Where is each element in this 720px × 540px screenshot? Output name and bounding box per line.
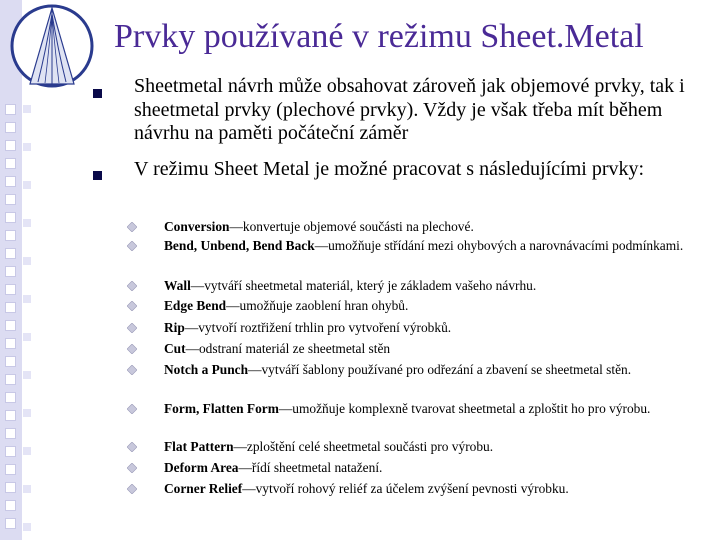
feature-list-item	[164, 459, 714, 477]
bullet-diamond-icon	[127, 365, 137, 375]
feature-description: —vytvoří roztřižení trhlin pro vytvoření výrobků.	[184, 320, 452, 335]
decor-square	[5, 356, 16, 367]
feature-list-item	[164, 400, 714, 418]
decor-square	[23, 257, 31, 265]
bullet-diamond-icon	[127, 404, 137, 414]
decor-square	[23, 143, 31, 151]
bullet-square-icon	[93, 171, 102, 180]
decor-square	[5, 500, 16, 511]
decor-square	[23, 295, 31, 303]
feature-term: Form, Flatten Form	[164, 401, 279, 416]
feature-list-item	[164, 361, 714, 379]
decor-square	[5, 446, 16, 457]
decor-square	[23, 409, 31, 417]
feature-list-item	[164, 480, 714, 498]
paragraph-features-intro: V režimu Sheet Metal je možné pracovat s následujícími prvky:	[134, 158, 645, 180]
decor-square	[23, 371, 31, 379]
decor-square	[5, 122, 16, 133]
feature-term: Edge Bend	[164, 298, 227, 313]
bullet-diamond-icon	[127, 442, 137, 452]
decor-square	[5, 230, 16, 241]
feature-description: —zploštění celé sheetmetal součásti pro výrobu.	[233, 439, 494, 454]
slide-title: Prvky používané v režimu Sheet.Metal	[114, 18, 644, 55]
feature-term: Cut	[164, 341, 186, 356]
decor-square	[23, 485, 31, 493]
bullet-diamond-icon	[127, 484, 137, 494]
feature-list-item	[164, 237, 714, 255]
feature-description: —vytváří šablony používané pro odřezání a zbavení se sheetmetal stěn.	[248, 362, 632, 377]
feature-list-item	[164, 277, 714, 295]
feature-description: —umožňuje zaoblení hran ohybů.	[226, 298, 409, 313]
feature-list-item	[164, 297, 714, 315]
feature-description: —umožňuje střídání mezi ohybových a narovnávacími podmínkami.	[314, 238, 684, 253]
feature-term: Notch a Punch	[164, 362, 249, 377]
feature-term: Deform Area	[164, 460, 239, 475]
left-decorative-column	[22, 95, 32, 540]
decor-square	[23, 219, 31, 227]
decor-square	[5, 410, 16, 421]
decor-square	[23, 181, 31, 189]
feature-description: —řídí sheetmetal natažení.	[238, 460, 383, 475]
feature-list-item	[164, 438, 714, 456]
decor-square	[5, 194, 16, 205]
bullet-diamond-icon	[127, 241, 137, 251]
bullet-diamond-icon	[127, 222, 137, 232]
decor-square	[5, 266, 16, 277]
decor-square	[5, 374, 16, 385]
decor-square	[5, 518, 16, 529]
decor-square	[5, 482, 16, 493]
decor-square	[5, 320, 16, 331]
decor-square	[5, 392, 16, 403]
feature-description: —vytvoří rohový reliéf za účelem zvýšení pevnosti výrobku.	[242, 481, 569, 496]
feature-description: —konvertuje objemové součásti na plechové.	[229, 219, 474, 234]
decor-square	[5, 428, 16, 439]
decor-square	[5, 140, 16, 151]
bullet-diamond-icon	[127, 344, 137, 354]
decor-square	[23, 523, 31, 531]
decor-square	[5, 248, 16, 259]
feature-description: —umožňuje komplexně tvarovat sheetmetal a zploštit ho pro výrobu.	[278, 401, 651, 416]
decor-square	[5, 284, 16, 295]
decor-square	[5, 302, 16, 313]
feature-list-item	[164, 340, 714, 358]
decor-square	[5, 212, 16, 223]
logo-icon	[8, 0, 96, 95]
decor-square	[5, 158, 16, 169]
bullet-square-icon	[93, 89, 102, 98]
decor-square	[5, 464, 16, 475]
bullet-diamond-icon	[127, 281, 137, 291]
decor-square	[5, 338, 16, 349]
feature-term: Corner Relief	[164, 481, 243, 496]
feature-list-item	[164, 218, 714, 236]
decor-square	[5, 104, 16, 115]
decor-square	[23, 105, 31, 113]
decor-square	[23, 333, 31, 341]
paragraph-design-intent: Sheetmetal návrh může obsahovat zároveň jak objemové prvky, tak i sheetmetal prvky (plechové prvky). Vždy je však třeba mít během návrhu na paměti počáteční záměr	[134, 75, 685, 144]
feature-term: Wall	[164, 278, 191, 293]
bullet-diamond-icon	[127, 463, 137, 473]
bullet-diamond-icon	[127, 301, 137, 311]
feature-description: —odstraní materiál ze sheetmetal stěn	[185, 341, 391, 356]
feature-term: Rip	[164, 320, 185, 335]
feature-term: Flat Pattern	[164, 439, 234, 454]
feature-term: Conversion	[164, 219, 230, 234]
feature-term: Bend, Unbend, Bend Back	[164, 238, 315, 253]
bullet-diamond-icon	[127, 323, 137, 333]
feature-description: —vytváří sheetmetal materiál, který je základem vašeho návrhu.	[190, 278, 537, 293]
decor-square	[5, 176, 16, 187]
feature-list-item	[164, 319, 714, 337]
decor-square	[23, 447, 31, 455]
